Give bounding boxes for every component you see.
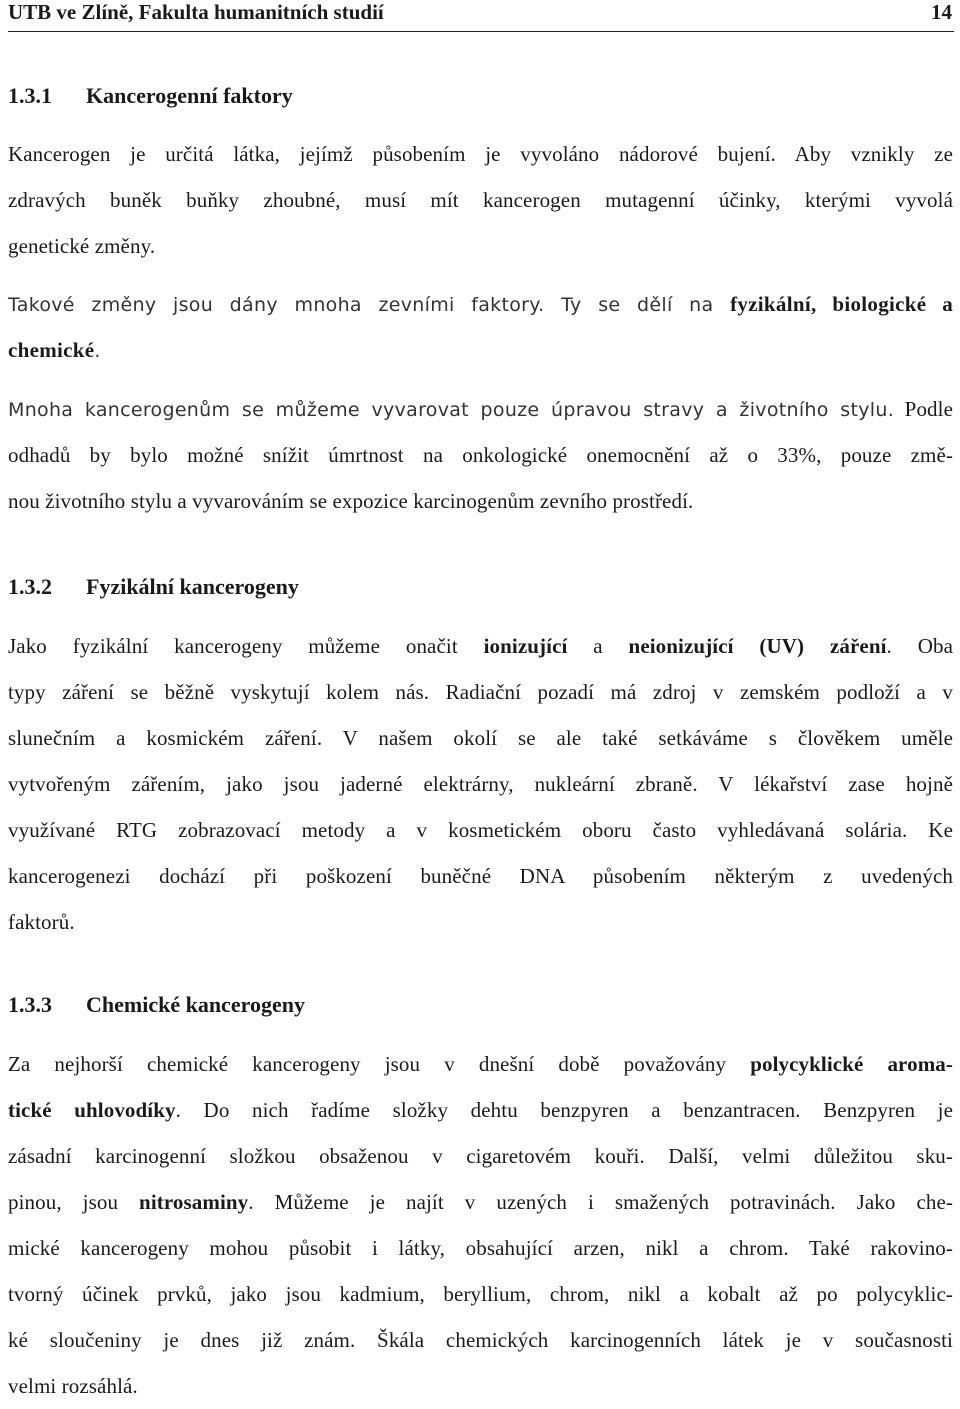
bold-term: polycyklické aroma- (750, 1052, 953, 1076)
bold-term: neionizující (UV) záření (628, 634, 887, 658)
text-line (8, 623, 953, 669)
text-run: Podle (894, 397, 953, 421)
text-line: mické kancerogeny mohou působit i látky, obsahující arzen, nikl a chrom. Také rakovino- (8, 1236, 953, 1260)
text-line (8, 386, 953, 432)
bold-term: tické uhlovodíky (8, 1098, 176, 1122)
text-line: vytvořeným zářením, jako jsou jaderné elektrárny, nukleární zbraně. V lékařství zase hojně (8, 772, 953, 796)
section-number: 1.3.1 (8, 83, 52, 108)
paragraph-carcinogen-definition (8, 131, 953, 269)
text-line (8, 1041, 953, 1087)
text-line: slunečním a kosmickém záření. V našem okolí se ale také setkáváme s člověkem uměle (8, 726, 953, 750)
section-title: Kancerogenní faktory (86, 83, 293, 108)
bold-term: ionizující (483, 634, 568, 658)
bold-term: nitrosaminy (139, 1190, 249, 1214)
text-line: využívané RTG zobrazovací metody a v kosmetickém oboru často vyhledávaná solária. Ke (8, 818, 953, 842)
text-line: genetické změny. (8, 234, 156, 258)
paragraph-physical-carcinogens (8, 623, 953, 945)
bold-term: chemické (8, 338, 95, 362)
text-line: ké sloučeniny je dnes již znám. Škála chemických karcinogenních látek je v současnosti (8, 1328, 953, 1352)
section-title: Fyzikální kancerogeny (86, 574, 299, 599)
section-title: Chemické kancerogeny (86, 992, 305, 1017)
text-run: a (567, 634, 629, 658)
text-line (8, 1087, 953, 1133)
text-line: odhadů by bylo možné snížit úmrtnost na onkologické onemocnění až o 33%, pouze změ- (8, 443, 953, 467)
text-run: Takové změny jsou dány mnoha zevními faktory. Ty se dělí na (8, 294, 731, 316)
text-line: zdravých buněk buňky zhoubné, musí mít kancerogen mutagenní účinky, kterými vyvolá (8, 188, 953, 212)
page-header (8, 0, 954, 32)
text-line: zásadní karcinogenní složkou obsaženou v cigaretovém kouři. Další, velmi důležitou sku- (8, 1144, 953, 1168)
header-title: UTB ve Zlíně, Fakulta humanitních studií (8, 0, 384, 24)
text-line (8, 1179, 953, 1225)
paragraph-lifestyle (8, 386, 953, 524)
text-run: . Můžeme je najít v uzených i smažených potravinách. Jako che- (248, 1190, 953, 1214)
text-run: Jako fyzikální kancerogeny můžeme onačit (8, 634, 484, 658)
text-line: typy záření se běžně vyskytují kolem nás. Radiační pozadí má zdroj v zemském podloží a v (8, 680, 953, 704)
text-line: nou životního stylu a vyvarováním se expozice karcinogenům zevního prostředí. (8, 489, 694, 513)
text-line: faktorů. (8, 910, 75, 934)
text-run: . (94, 340, 101, 362)
paragraph-factor-types (8, 281, 953, 373)
text-run: Za nejhorší chemické kancerogeny jsou v dnešní době považovány (8, 1052, 751, 1076)
paragraph-chemical-carcinogens (8, 1041, 953, 1409)
page-number: 14 (931, 0, 952, 24)
section-number: 1.3.2 (8, 574, 52, 599)
text-line: Kancerogen je určitá látka, jejímž působením je vyvoláno nádorové bujení. Aby vznikly ze (8, 142, 953, 166)
section-heading-1-3-3 (8, 991, 305, 1019)
text-run: pinou, jsou (8, 1190, 140, 1214)
text-line: velmi rozsáhlá. (8, 1374, 138, 1398)
text-line (8, 327, 953, 373)
section-number: 1.3.3 (8, 992, 52, 1017)
section-heading-1-3-2 (8, 573, 299, 601)
bold-term: fyzikální, biologické a (730, 292, 953, 316)
text-line: tvorný účinek prvků, jako jsou kadmium, beryllium, chrom, nikl a kobalt až po polycyklic- (8, 1282, 953, 1306)
text-line (8, 281, 953, 327)
text-run: Mnoha kancerogenům se můžeme vyvarovat pouze úpravou stravy a životního stylu. (8, 399, 895, 421)
text-run: . Oba (886, 634, 953, 658)
section-heading-1-3-1 (8, 82, 293, 110)
text-line: kancerogenezi dochází při poškození buněčné DNA působením některým z uvedených (8, 864, 953, 888)
text-run: . Do nich řadíme složky dehtu benzpyren a benzantracen. Benzpyren je (175, 1098, 953, 1122)
